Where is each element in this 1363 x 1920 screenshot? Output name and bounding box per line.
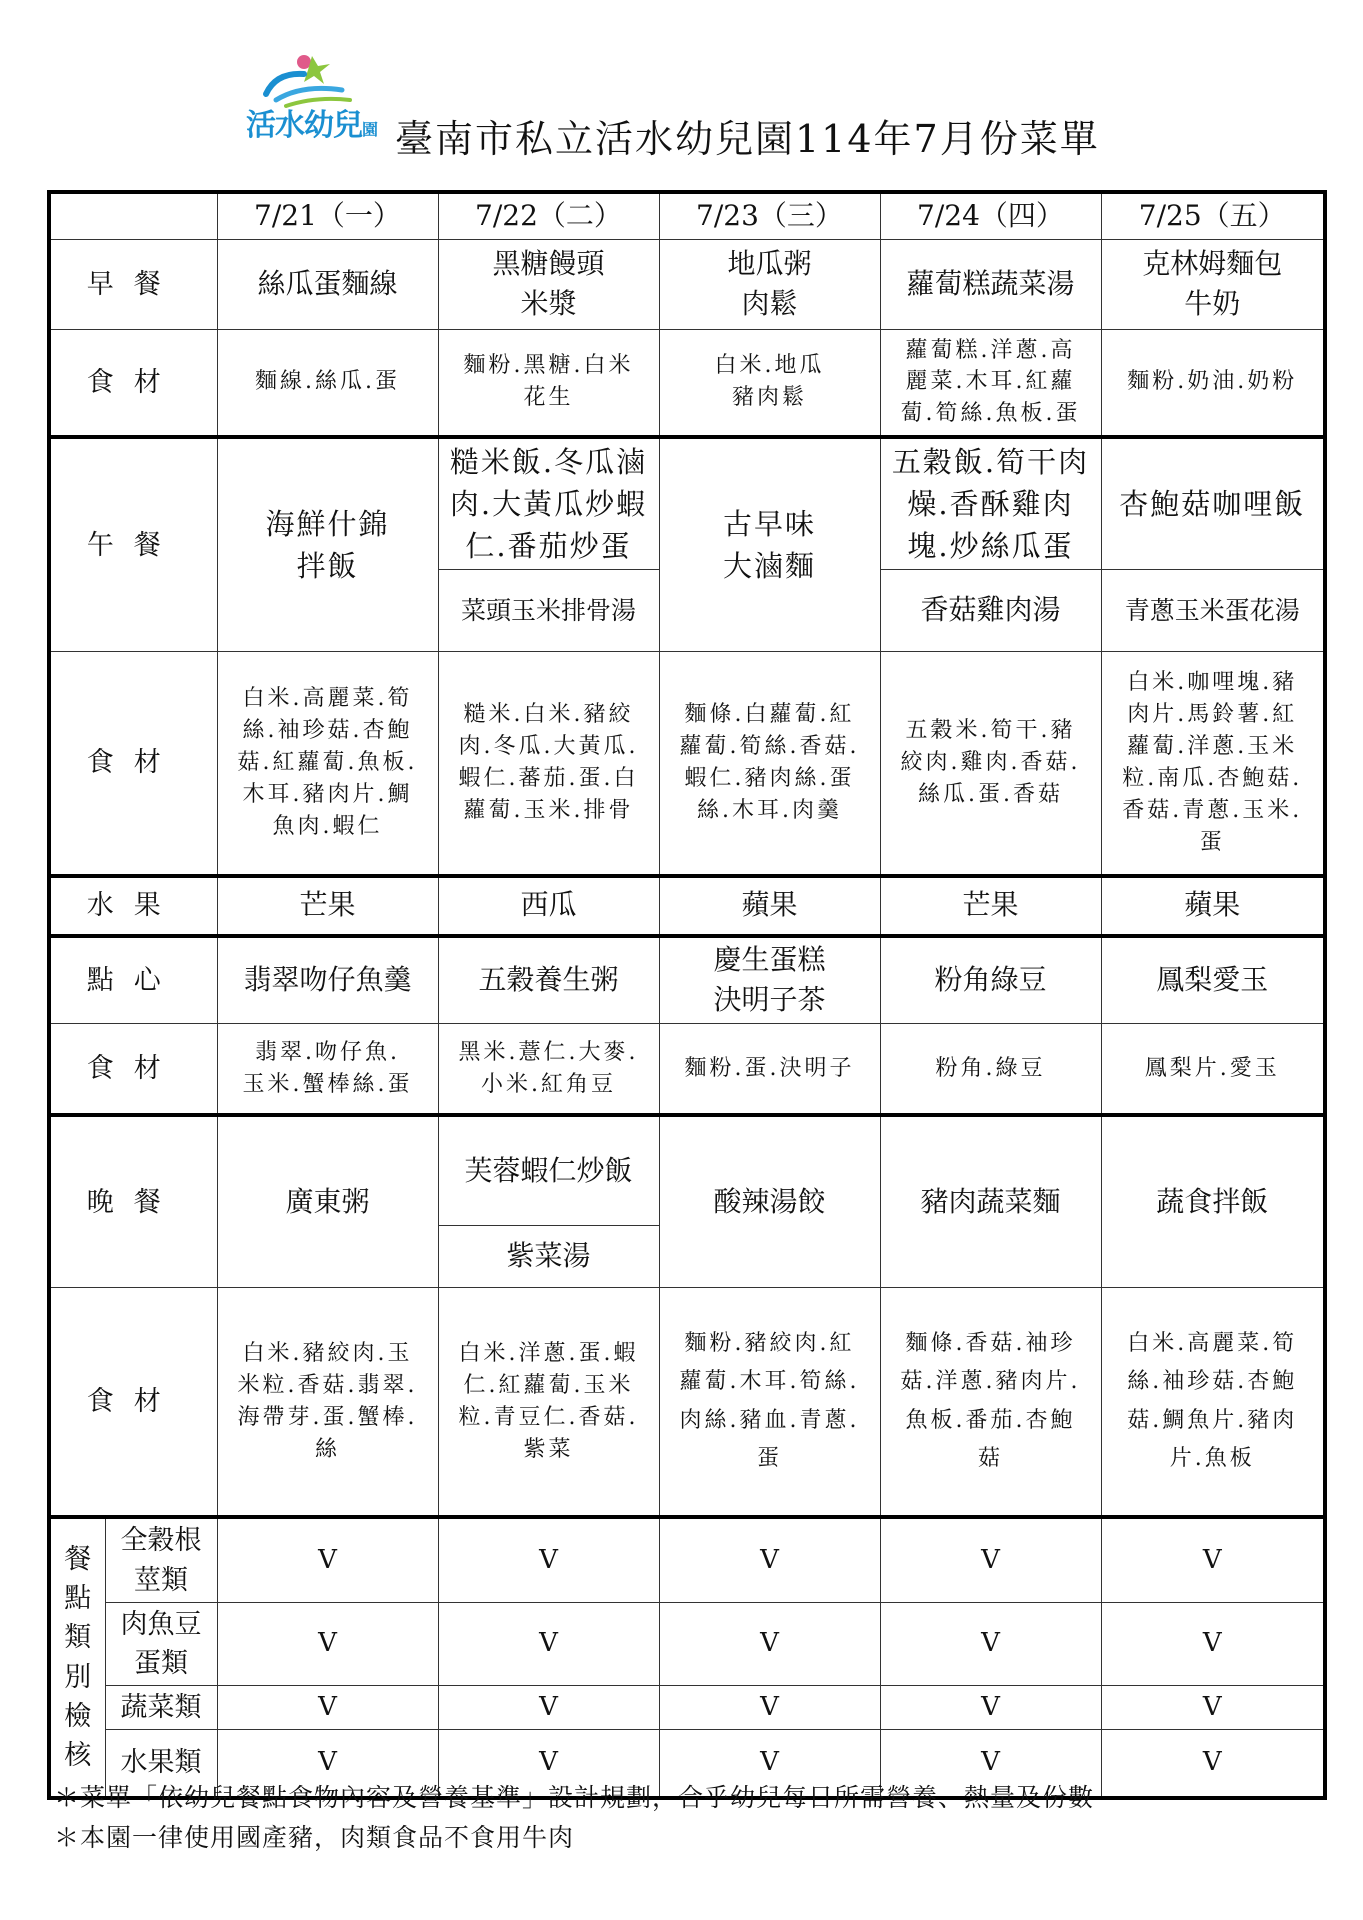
date-header: 7/24（四） (880, 192, 1101, 239)
lunch-dish: 杏鮑菇咖哩飯 (1101, 437, 1325, 570)
breakfast-dish: 絲瓜蛋麵線 (217, 239, 438, 329)
snack-row (49, 936, 1325, 1024)
check-mark: V (659, 1730, 880, 1798)
check-mark: V (1101, 1730, 1325, 1798)
check-mark: V (438, 1602, 659, 1685)
check-mark: V (217, 1517, 438, 1602)
snack-ingredients: 黑米.薏仁.大麥. 小米.紅角豆 (438, 1023, 659, 1115)
footnote: ＊本園一律使用國產豬，肉類食品不食用牛肉 (54, 1823, 575, 1852)
snack-dish: 五穀養生粥 (438, 936, 659, 1024)
snack-ingredients: 鳳梨片.愛玉 (1101, 1023, 1325, 1115)
snack-dish: 翡翠吻仔魚羹 (217, 936, 438, 1024)
lunch-dish: 古早味 大滷麵 (659, 437, 880, 652)
dinner-ingredients: 麵粉.豬絞肉.紅 蘿蔔.木耳.筍絲. 肉絲.豬血.青蔥. 蛋 (659, 1287, 880, 1517)
dinner-ingredients: 白米.高麗菜.筍 絲.袖珍菇.杏鮑 菇.鯛魚片.豬肉 片.魚板 (1101, 1287, 1325, 1517)
lunch-ingredients-row (49, 652, 1325, 876)
breakfast-dish: 地瓜粥 肉鬆 (659, 239, 880, 329)
dinner-ingredients: 白米.洋蔥.蛋.蝦 仁.紅蘿蔔.玉米 粒.青豆仁.香菇. 紫菜 (438, 1287, 659, 1517)
dinner-dish: 蔬食拌飯 (1101, 1115, 1325, 1287)
ingredients-label: 食材 (49, 329, 217, 437)
lunch-ingredients: 糙米.白米.豬絞 肉.冬瓜.大黃瓜. 蝦仁.蕃茄.蛋.白 蘿蔔.玉米.排骨 (438, 652, 659, 876)
breakfast-dish: 克林姆麵包 牛奶 (1101, 239, 1325, 329)
check-mark: V (1101, 1517, 1325, 1602)
check-mark: V (1101, 1602, 1325, 1685)
lunch-soup: 青蔥玉米蛋花湯 (1101, 570, 1325, 652)
check-mark: V (217, 1602, 438, 1685)
date-header: 7/22（二） (438, 192, 659, 239)
page-header (0, 0, 1363, 190)
fruit-label: 水果 (49, 876, 217, 936)
lunch-ingredients: 白米.高麗菜.筍 絲.袖珍菇.杏鮑 菇.紅蘿蔔.魚板. 木耳.豬肉片.鯛 魚肉.蝦仁 (217, 652, 438, 876)
snack-ingredients-row (49, 1023, 1325, 1115)
date-header: 7/21（一） (217, 192, 438, 239)
check-side-label: 餐 點 類 別 檢 核 (49, 1517, 105, 1797)
breakfast-ingredients: 蘿蔔糕.洋蔥.高 麗菜.木耳.紅蘿 蔔.筍絲.魚板.蛋 (880, 329, 1101, 437)
lunch-ingredients: 五穀米.筍干.豬 絞肉.雞肉.香菇. 絲瓜.蛋.香菇 (880, 652, 1101, 876)
check-mark: V (880, 1602, 1101, 1685)
snack-dish: 慶生蛋糕 決明子茶 (659, 936, 880, 1024)
check-mark: V (659, 1517, 880, 1602)
ingredients-label: 食材 (49, 652, 217, 876)
lunch-ingredients: 麵條.白蘿蔔.紅 蘿蔔.筍絲.香菇. 蝦仁.豬肉絲.蛋 絲.木耳.肉羹 (659, 652, 880, 876)
snack-dish: 粉角綠豆 (880, 936, 1101, 1024)
check-row (49, 1685, 1325, 1729)
breakfast-ingredients: 麵線.絲瓜.蛋 (217, 329, 438, 437)
check-category: 肉魚豆 蛋類 (105, 1602, 217, 1685)
ingredients-label: 食材 (49, 1287, 217, 1517)
snack-dish: 鳳梨愛玉 (1101, 936, 1325, 1024)
dinner-row (49, 1115, 1325, 1225)
breakfast-ingredients: 麵粉.黑糖.白米 花生 (438, 329, 659, 437)
breakfast-label: 早餐 (49, 239, 217, 329)
check-row (49, 1602, 1325, 1685)
check-mark: V (217, 1685, 438, 1729)
breakfast-dish: 黑糖饅頭 米漿 (438, 239, 659, 329)
snack-ingredients: 粉角.綠豆 (880, 1023, 1101, 1115)
check-mark: V (880, 1517, 1101, 1602)
lunch-row (49, 437, 1325, 570)
lunch-label: 午餐 (49, 437, 217, 652)
check-mark: V (880, 1730, 1101, 1798)
logo-text: 活水幼兒園 (246, 108, 378, 143)
breakfast-ingredients: 白米.地瓜 豬肉鬆 (659, 329, 880, 437)
check-category: 蔬菜類 (105, 1685, 217, 1729)
snack-ingredients: 翡翠.吻仔魚. 玉米.蟹棒絲.蛋 (217, 1023, 438, 1115)
fruit-row (49, 876, 1325, 936)
check-mark: V (217, 1730, 438, 1798)
page-title: 臺南市私立活水幼兒園114年7月份菜單 (395, 117, 1100, 161)
lunch-soup: 香菇雞肉湯 (880, 570, 1101, 652)
check-category: 全穀根 莖類 (105, 1517, 217, 1602)
dinner-dish: 酸辣湯餃 (659, 1115, 880, 1287)
lunch-dish: 糙米飯.冬瓜滷 肉.大黃瓜炒蝦 仁.番茄炒蛋 (438, 437, 659, 570)
dinner-ingredients: 白米.豬絞肉.玉 米粒.香菇.翡翠. 海帶芽.蛋.蟹棒. 絲 (217, 1287, 438, 1517)
check-mark: V (880, 1685, 1101, 1729)
date-header: 7/23（三） (659, 192, 880, 239)
kindergarten-logo (246, 50, 386, 145)
dinner-dish: 豬肉蔬菜麵 (880, 1115, 1101, 1287)
lunch-dish: 海鮮什錦 拌飯 (217, 437, 438, 652)
lunch-soup: 菜頭玉米排骨湯 (438, 570, 659, 652)
dinner-dish: 芙蓉蝦仁炒飯 (438, 1115, 659, 1225)
dinner-ingredients: 麵條.香菇.袖珍 菇.洋蔥.豬肉片. 魚板.番茄.杏鮑 菇 (880, 1287, 1101, 1517)
check-mark: V (1101, 1685, 1325, 1729)
menu-table (47, 190, 1327, 1800)
dinner-ingredients-row (49, 1287, 1325, 1517)
date-header-row (49, 192, 1325, 239)
fruit-item: 芒果 (217, 876, 438, 936)
dinner-dish: 廣東粥 (217, 1115, 438, 1287)
dinner-soup: 紫菜湯 (438, 1225, 659, 1287)
fruit-item: 蘋果 (1101, 876, 1325, 936)
breakfast-row (49, 239, 1325, 329)
fruit-item: 蘋果 (659, 876, 880, 936)
footnote: ＊菜單「依幼兒餐點食物內容及營養基準」設計規劃，合乎幼兒每日所需營養、熱量及份數 (54, 1783, 1095, 1812)
check-mark: V (438, 1517, 659, 1602)
snack-label: 點心 (49, 936, 217, 1024)
date-header: 7/25（五） (1101, 192, 1325, 239)
snack-ingredients: 麵粉.蛋.決明子 (659, 1023, 880, 1115)
check-mark: V (659, 1685, 880, 1729)
lunch-ingredients: 白米.咖哩塊.豬 肉片.馬鈴薯.紅 蘿蔔.洋蔥.玉米 粒.南瓜.杏鮑菇. 香菇.青蔥.玉米. 蛋 (1101, 652, 1325, 876)
check-row (49, 1517, 1325, 1602)
fruit-item: 芒果 (880, 876, 1101, 936)
ingredients-label: 食材 (49, 1023, 217, 1115)
footnotes (54, 1778, 1094, 1858)
fruit-item: 西瓜 (438, 876, 659, 936)
check-category: 水果類 (105, 1730, 217, 1798)
check-mark: V (659, 1602, 880, 1685)
check-mark: V (438, 1685, 659, 1729)
lunch-dish: 五穀飯.筍干肉 燥.香酥雞肉 塊.炒絲瓜蛋 (880, 437, 1101, 570)
dinner-label: 晚餐 (49, 1115, 217, 1287)
breakfast-dish: 蘿蔔糕蔬菜湯 (880, 239, 1101, 329)
breakfast-ingredients: 麵粉.奶油.奶粉 (1101, 329, 1325, 437)
check-mark: V (438, 1730, 659, 1798)
breakfast-ingredients-row (49, 329, 1325, 437)
corner-cell (49, 192, 217, 239)
